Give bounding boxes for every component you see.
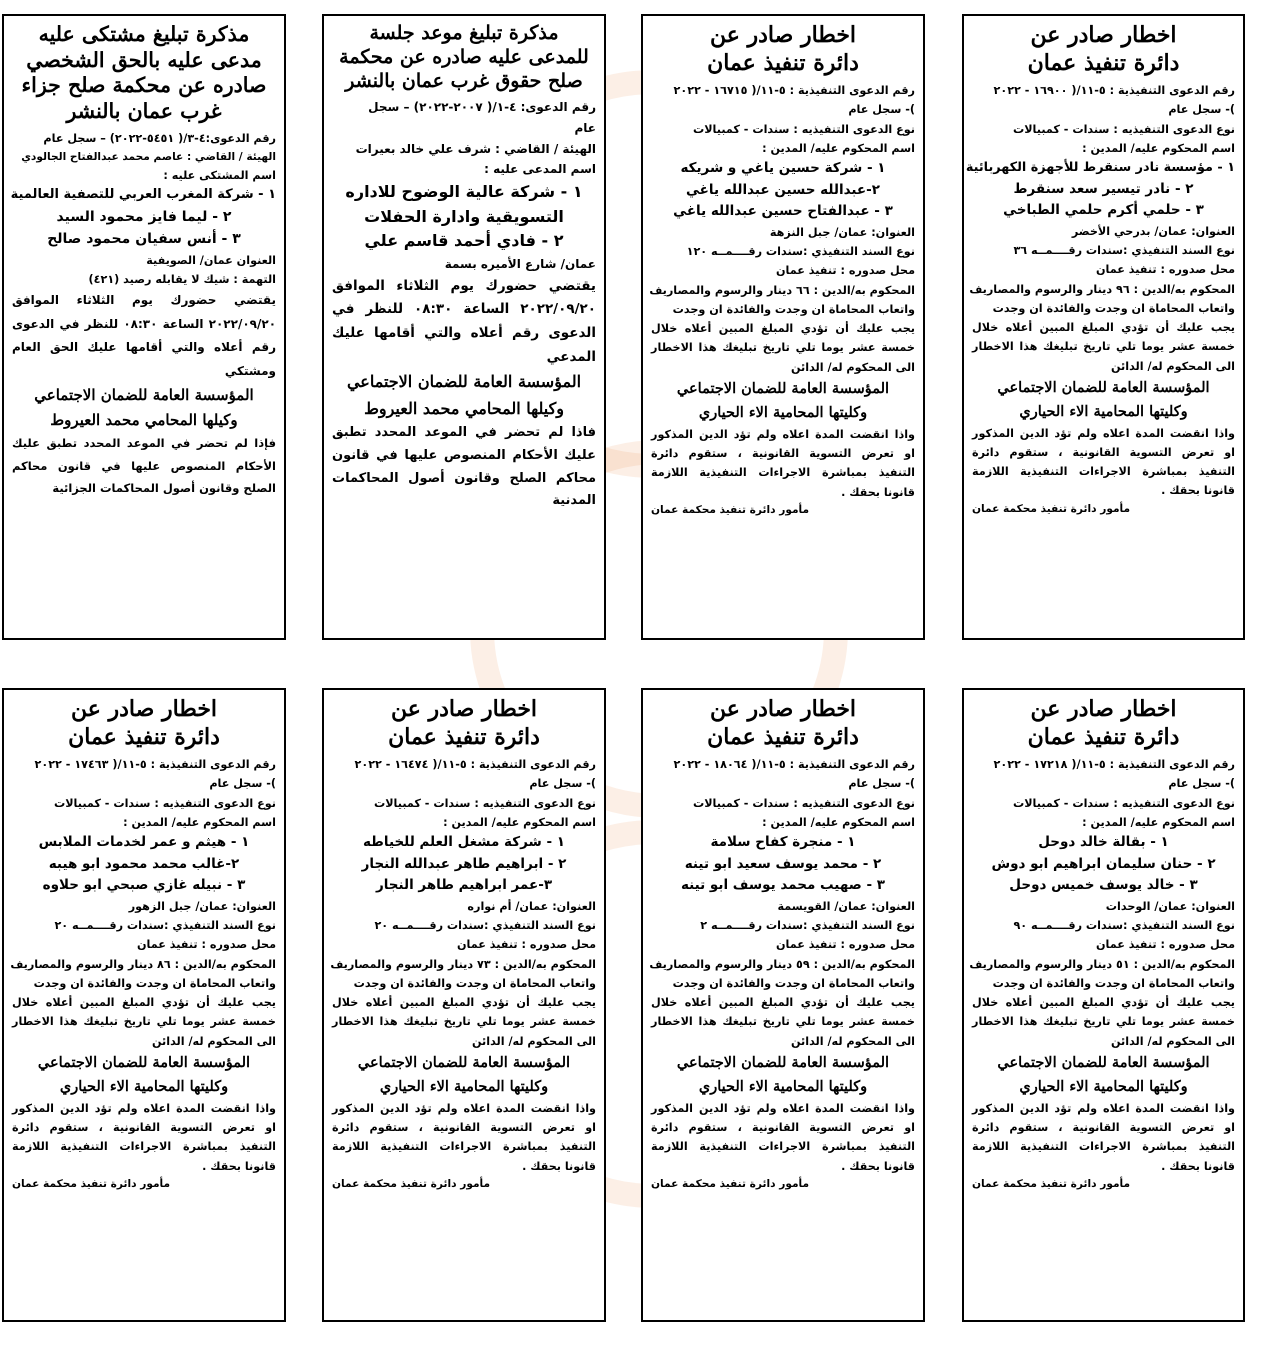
- bond-type: نوع السند التنفيذي :سندات رقــــمــه ١٢٠: [686, 245, 915, 259]
- creditor-institution: المؤسسة العامة للضمان الاجتماعي: [997, 1053, 1210, 1071]
- debtor-3: ٣ - صهيب محمد يوسف ابو تينه: [680, 877, 886, 894]
- registry: عام: [574, 120, 596, 135]
- fees-note: واتعاب المحاماة ان وجدت والفائدة ان وجدت: [672, 302, 915, 316]
- creditor-lawyer: وكليتها المحامية الاء الحياري: [59, 1077, 229, 1095]
- defendant-1: ١ - شركة عالية الوضوح للاداره: [345, 181, 583, 201]
- creditor-institution: المؤسسة العامة للضمان الاجتماعي: [676, 1053, 890, 1071]
- enforcement-warning: واذا انقضت المدة اعلاه ولم تؤد الدين المذكور او تعرض التسوية القانونية ، ستقوم دائرة التنفيذ بمباشرة الاجراءات التنفيذية اللازمة قانونا بحقك .: [972, 1101, 1235, 1173]
- creditor-lawyer: وكليتها المحامية الاء الحياري: [1019, 402, 1188, 420]
- case-number: رقم الدعوى التنفيذية : ٥-١١/( ١٦٤٧٤ - ٢٠٢٢: [354, 758, 596, 771]
- judge: الهيئة / القاضي : شرف علي خالد بعيرات: [355, 141, 596, 156]
- bond-type: نوع السند التنفيذي :سندات رقــــمــه ٩٠: [1013, 919, 1235, 933]
- notice-execution-18064: اخطار صادر عن دائرة تنفيذ عمان رقم الدعوى التنفيذية : ٥-١١/( ١٨٠٦٤ - ٢٠٢٢ )- سجل عام نوع الدعوى التنفيذيه : سندات - كمبيالات اسم المحكوم عليه/ المدين : ١ - منجرة كفاح سلامة ٢ - محمد يوسف سعيد ابو تينه ٣ - صهيب محمد يوسف ابو تينه العنوان: عمان/ القويسمة نوع السند التنفيذي :سندات رقــــمــه ٢ محل صدوره : تنفيذ عمان المحكوم به/الدين : ٥٩ دينار والرسوم والمصاريف واتعاب المحاماة ان وجدت والفائدة ان وجدت يجب عليك أن تؤدي المبلغ المبين أعلاه خلال خمسة عشر يوما تلي تاريخ تبليغك هذا الاخطار الى المحكوم له/ الدائن المؤسسة العامة للضمان الاجتماعي وكليتها المحامية الاء الحياري واذا انقضت المدة اعلاه ولم تؤد الدين المذكور او تعرض التسوية القانونية ، ستقوم دائرة التنفيذ بمباشرة الاجراءات التنفيذية اللازمة قانونا بحقك . مأمور دائرة تنفيذ محكمة عمان: [641, 688, 925, 1322]
- case-type: نوع الدعوى التنفيذيه : سندات - كمبيالات: [692, 122, 915, 136]
- debtor-2: ٢-غالب محمد محمود ابو هيبه: [48, 855, 240, 872]
- fees-note: واتعاب المحاماة ان وجدت والفائدة ان وجدت: [353, 976, 596, 990]
- notice-execution-17218: اخطار صادر عن دائرة تنفيذ عمان رقم الدعوى التنفيذية : ٥-١١/( ١٧٢١٨ - ٢٠٢٢ )- سجل عام نوع الدعوى التنفيذيه : سندات - كمبيالات اسم المحكوم عليه/ المدين : ١ - بقالة خالد دوحل ٢ - حنان سليمان ابراهيم ابو دوش ٣ - خالد يوسف خميس دوحل العنوان: عمان/ الوحدات نوع السند التنفيذي :سندات رقــــمــه ٩٠ محل صدوره : تنفيذ عمان المحكوم به/الدين : ٥١ دينار والرسوم والمصاريف واتعاب المحاماة ان وجدت والفائدة ان وجدت يجب عليك أن تؤدي المبلغ المبين أعلاه خلال خمسة عشر يوما تلي تاريخ تبليغك هذا الاخطار الى المحكوم له/ الدائن المؤسسة العامة للضمان الاجتماعي وكليتها المحامية الاء الحياري واذا انقضت المدة اعلاه ولم تؤد الدين المذكور او تعرض التسوية القانونية ، ستقوم دائرة التنفيذ بمباشرة الاجراءات التنفيذية اللازمة قانونا بحقك . مأمور دائرة تنفيذ محكمة عمان: [962, 688, 1245, 1322]
- address: العنوان: عمان/ جبل الزهور: [128, 899, 276, 913]
- creditor-institution: المؤسسة العامة للضمان الاجتماعي: [997, 378, 1210, 396]
- issue-place: محل صدوره : تنفيذ عمان: [456, 938, 596, 952]
- payment-demand: يجب عليك أن تؤدي المبلغ المبين أعلاه خلال خمسة عشر يوما تلي تاريخ تبليغك هذا الاخطار الى المحكوم له/ الدائن: [332, 996, 596, 1048]
- fees-note: واتعاب المحاماة ان وجدت والفائدة ان وجدت: [672, 976, 915, 990]
- payment-demand: يجب عليك أن تؤدي المبلغ المبين أعلاه خلال خمسة عشر يوما تلي تاريخ تبليغك هذا الاخطار الى المحكوم له/ الدائن: [651, 996, 915, 1048]
- debtor-label: اسم المحكوم عليه/ المدين :: [762, 815, 915, 829]
- debtor-1: ١ - هيثم و عمر لخدمات الملابس: [38, 834, 250, 851]
- notice-execution-16715: اخطار صادر عن دائرة تنفيذ عمان رقم الدعوى التنفيذية : ٥-١١/( ١٦٧١٥ - ٢٠٢٢ )- سجل عام نوع الدعوى التنفيذيه : سندات - كمبيالات اسم المحكوم عليه/ المدين : ١ - شركة حسين ياغي و شريكه ٢-عبدالله حسين عبدالله ياغي ٣ - عبدالفتاح حسين عبدالله ياغي العنوان: عمان/ جبل النزهة نوع السند التنفيذي :سندات رقــــمــه ١٢٠ محل صدوره : تنفيذ عمان المحكوم به/الدين : ٦٦ دينار والرسوم والمصاريف واتعاب المحاماة ان وجدت والفائدة ان وجدت يجب عليك أن تؤدي المبلغ المبين أعلاه خلال خمسة عشر يوما تلي تاريخ تبليغك هذا الاخطار الى المحكوم له/ الدائن المؤسسة العامة للضمان الاجتماعي وكليتها المحامية الاء الحياري واذا انقضت المدة اعلاه ولم تؤد الدين المذكور او تعرض التسوية القانونية ، ستقوم دائرة التنفيذ بمباشرة الاجراءات التنفيذية اللازمة قانونا بحقك . مأمور دائرة تنفيذ محكمة عمان: [641, 14, 925, 640]
- debtor-1: ١ - شركة حسين ياغي و شريكه: [680, 160, 886, 177]
- payment-demand: يجب عليك أن تؤدي المبلغ المبين أعلاه خلال خمسة عشر يوما تلي تاريخ تبليغك هذا الاخطار الى المحكوم له/ الدائن: [651, 322, 915, 374]
- issue-place: محل صدوره : تنفيذ عمان: [775, 938, 915, 952]
- debtor-3: ٣ - نبيله غازي صبحي ابو حلاوه: [42, 877, 246, 894]
- notice-title: اخطار صادر عن دائرة تنفيذ عمان: [1027, 22, 1180, 76]
- issue-place: محل صدوره : تنفيذ عمان: [136, 938, 276, 952]
- case-type: نوع الدعوى التنفيذيه : سندات - كمبيالات: [373, 796, 596, 810]
- fees-note: واتعاب المحاماة ان وجدت والفائدة ان وجدت: [33, 976, 276, 990]
- notice-title: اخطار صادر عن دائرة تنفيذ عمان: [388, 696, 540, 750]
- debtor-label: اسم المحكوم عليه/ المدين :: [762, 141, 915, 155]
- notice-title: اخطار صادر عن دائرة تنفيذ عمان: [1027, 696, 1180, 750]
- payment-demand: يجب عليك أن تؤدي المبلغ المبين أعلاه خلال خمسة عشر يوما تلي تاريخ تبليغك هذا الاخطار الى المحكوم له/ الدائن: [12, 996, 276, 1048]
- payment-demand: يجب عليك أن تؤدي المبلغ المبين أعلاه خلال خمسة عشر يوما تلي تاريخ تبليغك هذا الاخطار الى المحكوم له/ الدائن: [972, 996, 1235, 1048]
- registry: )- سجل عام: [1168, 777, 1235, 791]
- debtor-label: اسم المحكوم عليه/ المدين :: [1082, 815, 1235, 829]
- notice-title: اخطار صادر عن دائرة تنفيذ عمان: [707, 696, 859, 750]
- case-number: رقم الدعوى التنفيذية : ٥-١١/( ١٦٧١٥ - ٢٠٢٢: [673, 84, 915, 97]
- absence-warning: فاذا لم تحضر في الموعد المحدد تطبق عليك الأحكام المنصوص عليها في قانون محاكم الصلح وقانون أصول المحاكمات المدنية: [332, 425, 596, 509]
- debtor-1: ١ - منجرة كفاح سلامة: [710, 834, 856, 851]
- debtor-2: ٢ - حنان سليمان ابراهيم ابو دوش: [991, 855, 1216, 872]
- notice-title: اخطار صادر عن دائرة تنفيذ عمان: [68, 696, 220, 750]
- plaintiff-institution: المؤسسة العامة للضمان الاجتماعي: [346, 372, 582, 392]
- payment-demand: يجب عليك أن تؤدي المبلغ المبين أعلاه خلال خمسة عشر يوما تلي تاريخ تبليغك هذا الاخطار الى المحكوم له/ الدائن: [972, 321, 1235, 373]
- debtor-3: ٣ - حلمي أكرم حلمي الطباخي: [1003, 202, 1204, 219]
- debtor-3: ٣ - عبدالفتاح حسين عبدالله ياغي: [673, 203, 893, 220]
- notice-execution-17463: اخطار صادر عن دائرة تنفيذ عمان رقم الدعوى التنفيذية : ٥-١١/( ١٧٤٦٣ - ٢٠٢٢ )- سجل عام نوع الدعوى التنفيذيه : سندات - كمبيالات اسم المحكوم عليه/ المدين : ١ - هيثم و عمر لخدمات الملابس ٢-غالب محمد محمود ابو هيبه ٣ - نبيله غازي صبحي ابو حلاوه العنوان: عمان/ جبل الزهور نوع السند التنفيذي :سندات رقــــمــه ٢٠ محل صدوره : تنفيذ عمان المحكوم به/الدين : ٨٦ دينار والرسوم والمصاريف واتعاب المحاماة ان وجدت والفائدة ان وجدت يجب عليك أن تؤدي المبلغ المبين أعلاه خلال خمسة عشر يوما تلي تاريخ تبليغك هذا الاخطار الى المحكوم له/ الدائن المؤسسة العامة للضمان الاجتماعي وكليتها المحامية الاء الحياري واذا انقضت المدة اعلاه ولم تؤد الدين المذكور او تعرض التسوية القانونية ، ستقوم دائرة التنفيذ بمباشرة الاجراءات التنفيذية اللازمة قانونا بحقك . مأمور دائرة تنفيذ محكمة عمان: [2, 688, 286, 1322]
- bond-type: نوع السند التنفيذي :سندات رقــــمــه ٢٠: [54, 919, 276, 933]
- judgment-amount: المحكوم به/الدين : ٧٣ دينار والرسوم والمصاريف: [330, 957, 596, 971]
- debtor-label: اسم المحكوم عليه/ المدين :: [123, 815, 276, 829]
- plaintiff-lawyer: وكيلها المحامي محمد العيروط: [364, 398, 564, 418]
- registry: )- سجل عام: [209, 777, 276, 791]
- debtor-1: ١ - بقالة خالد دوحل: [1038, 834, 1169, 851]
- address: العنوان: عمان/ أم نواره: [467, 899, 596, 913]
- notice-title: اخطار صادر عن دائرة تنفيذ عمان: [707, 22, 859, 76]
- debtor-2: ٢ - محمد يوسف سعيد ابو تينه: [684, 855, 882, 872]
- registry: )- سجل عام: [848, 777, 915, 791]
- defendant-1-cont: التسويقية وادارة الحفلات: [364, 206, 564, 226]
- notice-title: مذكرة تبليغ مشتكى عليه مدعى عليه بالحق الشخصي صادره عن محكمة صلح جزاء غرب عمان بالنشر: [21, 22, 267, 123]
- judgment-amount: المحكوم به/الدين : ٩٦ دينار والرسوم والمصاريف: [969, 282, 1235, 296]
- defendant-label: اسم المدعى عليه :: [484, 162, 596, 177]
- bond-type: نوع السند التنفيذي :سندات رقــــمــه ٢٠: [374, 919, 596, 933]
- enforcement-warning: واذا انقضت المدة اعلاه ولم تؤد الدين المذكور او تعرض التسوية القانونية ، ستقوم دائرة التنفيذ بمباشرة الاجراءات التنفيذية اللازمة قانونا بحقك .: [972, 426, 1235, 498]
- debtor-1: ١ - شركة مشغل العلم للخياطه: [362, 834, 566, 851]
- case-number: رقم الدعوى: ٤-١/( ٢٠٠٧-٢٠٢٢) – سجل: [368, 100, 596, 115]
- issue-place: محل صدوره : تنفيذ عمان: [1095, 938, 1235, 952]
- summons-text: يقتضي حضورك يوم الثلاثاء الموافق ٢٠٢٢/٠٩/٢٠ الساعة ٠٨:٣٠ للنظر في الدعوى رقم أعلاه والتي أقامها عليك المدعي: [332, 277, 596, 365]
- debtor-label: اسم المحكوم عليه/ المدين :: [1082, 141, 1235, 155]
- enforcement-warning: واذا انقضت المدة اعلاه ولم تؤد الدين المذكور او تعرض التسوية القانونية ، ستقوم دائرة التنفيذ بمباشرة الاجراءات التنفيذية اللازمة قانونا بحقك .: [12, 1101, 276, 1173]
- creditor-lawyer: وكليتها المحامية الاء الحياري: [698, 1077, 868, 1095]
- address: العنوان: عمان/ بدرحي الأخضر: [1071, 224, 1235, 238]
- accused-label: اسم المشتكى عليه :: [163, 168, 276, 182]
- creditor-lawyer: وكليتها المحامية الاء الحياري: [1019, 1077, 1188, 1095]
- debtor-2: ٢-عبدالله حسين عبدالله ياغي: [686, 181, 880, 198]
- creditor-lawyer: وكليتها المحامية الاء الحياري: [698, 403, 868, 421]
- debtor-3: ٣-عمر ابراهيم طاهر النجار: [375, 877, 553, 894]
- registry: )- سجل عام: [1168, 103, 1235, 117]
- case-type: نوع الدعوى التنفيذيه : سندات - كمبيالات: [53, 796, 276, 810]
- judgment-amount: المحكوم به/الدين : ٥١ دينار والرسوم والمصاريف: [969, 957, 1235, 971]
- plaintiff-lawyer: وكيلها المحامي محمد العيروط: [50, 410, 238, 429]
- case-number: رقم الدعوى التنفيذية : ٥-١١/( ١٨٠٦٤ - ٢٠٢٢: [673, 758, 915, 771]
- absence-warning: فإذا لم تحضر في الموعد المحدد تطبق عليك الأحكام المنصوص عليها في قانون محاكم الصلح وقانون أصول المحاكمات الجزائية: [12, 436, 276, 496]
- debtor-2: ٢ - ابراهيم طاهر عبدالله النجار: [361, 855, 567, 872]
- case-number: رقم الدعوى:٤-٣/( ٥٤٥١-٢٠٢٢) – سجل عام: [43, 131, 276, 145]
- address: العنوان عمان/ الصويفية: [146, 253, 276, 267]
- registry: )- سجل عام: [529, 777, 596, 791]
- address: العنوان: عمان/ الوحدات: [1105, 899, 1235, 913]
- creditor-lawyer: وكليتها المحامية الاء الحياري: [379, 1077, 549, 1095]
- address: عمان/ شارع الأميره بسمة: [444, 257, 596, 272]
- debtor-2: ٢ - نادر تيسير سعد سنقرط: [1013, 180, 1194, 197]
- notice-title: مذكرة تبليغ موعد جلسة للمدعى عليه صادره عن محكمة صلح حقوق غرب عمان بالنشر: [339, 22, 589, 92]
- judgment-amount: المحكوم به/الدين : ٥٩ دينار والرسوم والمصاريف: [649, 957, 915, 971]
- address: العنوان: عمان/ القويسمة: [777, 899, 915, 913]
- debtor-1: ١ - مؤسسة نادر سنقرط للأجهزة الكهربائية: [965, 160, 1235, 176]
- plaintiff-institution: المؤسسة العامة للضمان الاجتماعي: [34, 385, 254, 404]
- judgment-amount: المحكوم به/الدين : ٦٦ دينار والرسوم والمصاريف: [649, 283, 915, 297]
- case-type: نوع الدعوى التنفيذيه : سندات - كمبيالات: [692, 796, 915, 810]
- notice-execution-16900: اخطار صادر عن دائرة تنفيذ عمان رقم الدعوى التنفيذية : ٥-١١/( ١٦٩٠٠ - ٢٠٢٢ )- سجل عام نوع الدعوى التنفيذيه : سندات - كمبيالات اسم المحكوم عليه/ المدين : ١ - مؤسسة نادر سنقرط للأجهزة الكهربائية ٢ - نادر تيسير سعد سنقرط ٣ - حلمي أكرم حلمي الطباخي العنوان: عمان/ بدرحي الأخضر نوع السند التنفيذي :سندات رقــــمــه ٣٦ محل صدوره : تنفيذ عمان المحكوم به/الدين : ٩٦ دينار والرسوم والمصاريف واتعاب المحاماة ان وجدت والفائدة ان وجدت يجب عليك أن تؤدي المبلغ المبين أعلاه خلال خمسة عشر يوما تلي تاريخ تبليغك هذا الاخطار الى المحكوم له/ الدائن المؤسسة العامة للضمان الاجتماعي وكليتها المحامية الاء الحياري واذا انقضت المدة اعلاه ولم تؤد الدين المذكور او تعرض التسوية القانونية ، ستقوم دائرة التنفيذ بمباشرة الاجراءات التنفيذية اللازمة قانونا بحقك . مأمور دائرة تنفيذ محكمة عمان: [962, 14, 1245, 640]
- defendant-2: ٢ - فادي أحمد قاسم علي: [364, 231, 564, 251]
- case-number: رقم الدعوى التنفيذية : ٥-١١/( ١٧٤٦٣ - ٢٠٢٢: [34, 758, 276, 771]
- registry: )- سجل عام: [848, 103, 915, 117]
- judgment-amount: المحكوم به/الدين : ٨٦ دينار والرسوم والمصاريف: [10, 957, 276, 971]
- judge: الهيئة / القاضي : عاصم محمد عبدالفتاح الجالودي: [21, 150, 276, 163]
- case-type: نوع الدعوى التنفيذيه : سندات - كمبيالات: [1012, 122, 1235, 136]
- issue-place: محل صدوره : تنفيذ عمان: [775, 264, 915, 278]
- enforcement-warning: واذا انقضت المدة اعلاه ولم تؤد الدين المذكور او تعرض التسوية القانونية ، ستقوم دائرة التنفيذ بمباشرة الاجراءات التنفيذية اللازمة قانونا بحقك .: [651, 427, 915, 499]
- case-type: نوع الدعوى التنفيذيه : سندات - كمبيالات: [1012, 796, 1235, 810]
- accused-2: ٢ - ليما فايز محمود السيد: [56, 209, 232, 226]
- address: العنوان: عمان/ جبل النزهة: [769, 225, 915, 239]
- summons-text: يقتضي حضورك يوم الثلاثاء الموافق ٢٠٢٢/٠٩/٢٠ الساعة ٠٨:٣٠ للنظر في الدعوى رقم أعلاه والتي أقامها عليك الحق العام ومشتكي: [12, 293, 277, 378]
- bond-type: نوع السند التنفيذي :سندات رقــــمــه ٣٦: [1013, 243, 1235, 257]
- charge: التهمة : شيك لا يقابله رصيد (٤٢١): [88, 273, 276, 287]
- creditor-institution: المؤسسة العامة للضمان الاجتماعي: [676, 379, 890, 397]
- notice-session-summons: [322, 14, 606, 640]
- notice-accused-summons: [2, 14, 286, 640]
- enforcement-warning: واذا انقضت المدة اعلاه ولم تؤد الدين المذكور او تعرض التسوية القانونية ، ستقوم دائرة التنفيذ بمباشرة الاجراءات التنفيذية اللازمة قانونا بحقك .: [332, 1101, 596, 1173]
- debtor-label: اسم المحكوم عليه/ المدين :: [443, 815, 596, 829]
- case-number: رقم الدعوى التنفيذية : ٥-١١/( ١٧٢١٨ - ٢٠٢٢: [993, 758, 1235, 771]
- case-number: رقم الدعوى التنفيذية : ٥-١١/( ١٦٩٠٠ - ٢٠٢٢: [993, 84, 1235, 97]
- accused-1: ١ - شركة المغرب العربي للتصفية العالمية: [10, 187, 276, 203]
- fees-note: واتعاب المحاماة ان وجدت والفائدة ان وجدت: [992, 976, 1235, 990]
- fees-note: واتعاب المحاماة ان وجدت والفائدة ان وجدت: [992, 301, 1235, 315]
- accused-3: ٣ - أنس سفيان محمود صالح: [47, 231, 241, 248]
- creditor-institution: المؤسسة العامة للضمان الاجتماعي: [357, 1053, 571, 1071]
- notice-execution-16474: اخطار صادر عن دائرة تنفيذ عمان رقم الدعوى التنفيذية : ٥-١١/( ١٦٤٧٤ - ٢٠٢٢ )- سجل عام نوع الدعوى التنفيذيه : سندات - كمبيالات اسم المحكوم عليه/ المدين : ١ - شركة مشغل العلم للخياطه ٢ - ابراهيم طاهر عبدالله النجار ٣-عمر ابراهيم طاهر النجار العنوان: عمان/ أم نواره نوع السند التنفيذي :سندات رقــــمــه ٢٠ محل صدوره : تنفيذ عمان المحكوم به/الدين : ٧٣ دينار والرسوم والمصاريف واتعاب المحاماة ان وجدت والفائدة ان وجدت يجب عليك أن تؤدي المبلغ المبين أعلاه خلال خمسة عشر يوما تلي تاريخ تبليغك هذا الاخطار الى المحكوم له/ الدائن المؤسسة العامة للضمان الاجتماعي وكليتها المحامية الاء الحياري واذا انقضت المدة اعلاه ولم تؤد الدين المذكور او تعرض التسوية القانونية ، ستقوم دائرة التنفيذ بمباشرة الاجراءات التنفيذية اللازمة قانونا بحقك . مأمور دائرة تنفيذ محكمة عمان: [322, 688, 606, 1322]
- enforcement-warning: واذا انقضت المدة اعلاه ولم تؤد الدين المذكور او تعرض التسوية القانونية ، ستقوم دائرة التنفيذ بمباشرة الاجراءات التنفيذية اللازمة قانونا بحقك .: [651, 1101, 915, 1173]
- bond-type: نوع السند التنفيذي :سندات رقــــمــه ٢: [700, 919, 915, 933]
- debtor-3: ٣ - خالد يوسف خميس دوحل: [1009, 877, 1198, 894]
- creditor-institution: المؤسسة العامة للضمان الاجتماعي: [37, 1053, 251, 1071]
- issue-place: محل صدوره : تنفيذ عمان: [1095, 263, 1235, 277]
